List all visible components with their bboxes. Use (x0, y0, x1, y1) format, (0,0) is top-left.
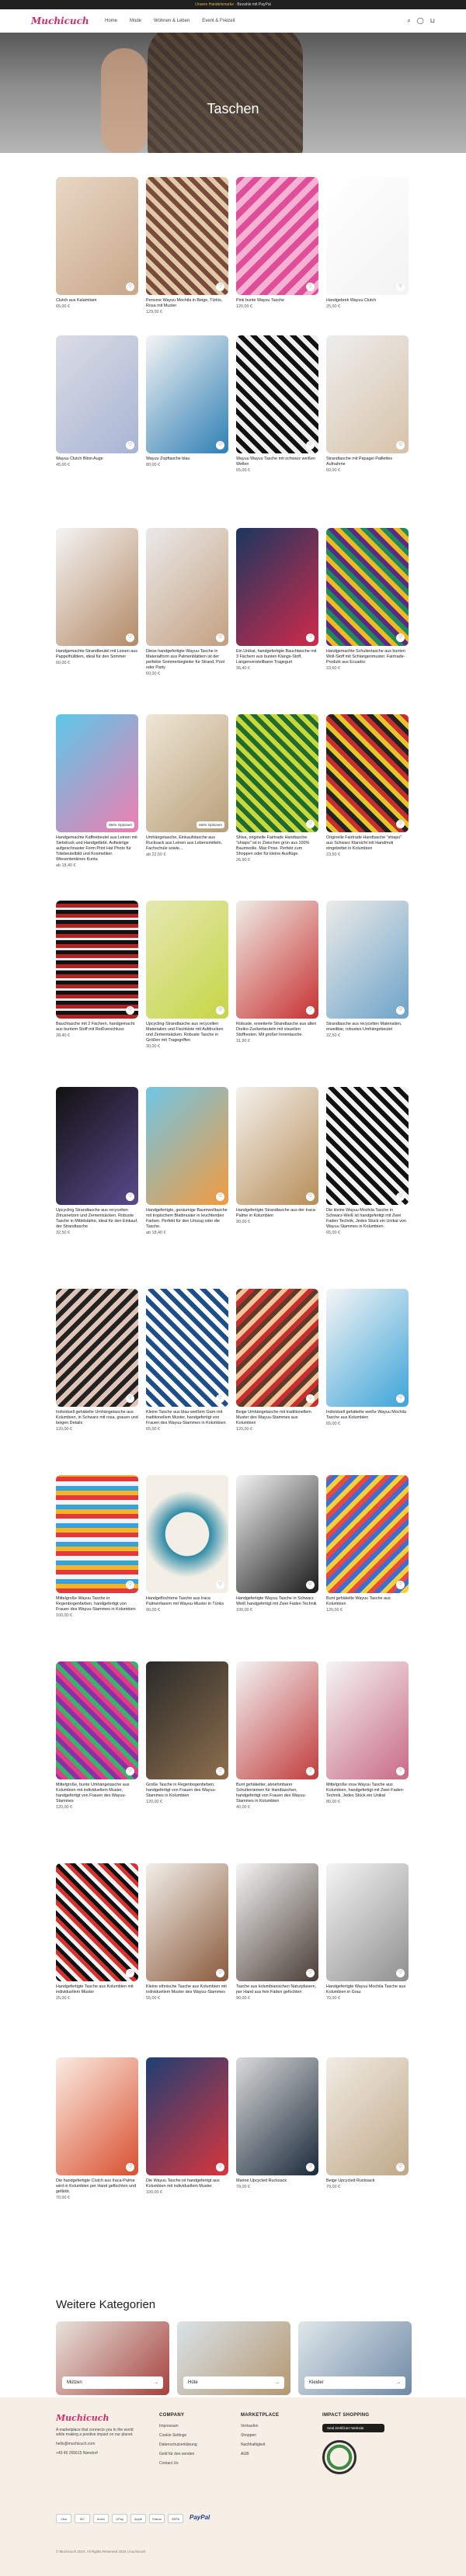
product-card[interactable] (146, 1087, 228, 1235)
product-price: 55,00 € (146, 1996, 160, 2001)
product-price: 79,00 € (326, 2185, 340, 2189)
wishlist-icon[interactable]: ♡ (216, 441, 224, 450)
wishlist-icon[interactable]: ♡ (396, 1767, 405, 1776)
product-name[interactable]: Diese handgefertigte Wayuu-Tasche in Materialform aus Palmenblättern ist der perfekte Sommerbegleiter für Strand, Pool oder Party (146, 649, 224, 670)
wishlist-icon[interactable]: ♡ (306, 441, 315, 450)
arrow-right-icon: → (275, 2380, 280, 2385)
product-price: 65,00 € (236, 468, 250, 473)
product-card[interactable] (236, 1661, 318, 1810)
product-image[interactable] (56, 901, 138, 1019)
product-card[interactable] (326, 901, 409, 1049)
mastercard-icon: MC (75, 2514, 90, 2523)
nav-home[interactable]: Home (105, 19, 118, 23)
footer-link[interactable]: Verkaufen (241, 2424, 259, 2428)
wishlist-icon[interactable]: ♡ (126, 1394, 134, 1403)
announcement-text: Bezahle mit PayPal (237, 2, 271, 7)
page-title: Taschen (207, 101, 259, 116)
product-name[interactable]: Kleine ethnische Tasche aus Kolumbien mit individuellem Muster des Wayuu-Stammes (146, 1984, 227, 1994)
paypal-icon: PayPal (190, 2514, 210, 2521)
product-name[interactable]: Robuste, erweiterte Strandtasche aus alten Dreiko-Zuckerbeuteln mit visuellen Stoffresten. Mit großer Innentasche. (236, 1022, 317, 1037)
product-name[interactable]: Die kleine Wayuu Mochila Tasche in Schwarz-Weiß ist handgefertigt mit Zwei Faden Technik, Jedes Stück ein Unikat von Wayuu Stammes in Kolumbien. (326, 1208, 406, 1229)
product-name[interactable]: Bunt gehäkelter, abnehmbarer Schulterriemen für Handtaschen, handgefertigt von Frauen des Wayuu-Stammes in Kolumbien (236, 1783, 307, 1804)
hero-bag-image (148, 33, 303, 153)
footer-market-heading: MARKETPLACE (241, 2413, 280, 2418)
product-image[interactable] (56, 528, 138, 646)
wishlist-icon[interactable]: ♡ (126, 634, 134, 642)
product-card[interactable] (326, 714, 409, 868)
product-image[interactable] (146, 714, 228, 832)
product-card[interactable] (236, 528, 318, 676)
product-name[interactable]: Mittelgroße, bunte Umhängetasche aus Kolumbien mit individuellem Muster, handgefertigt von Frauen des Wayuu-Stammes (56, 1783, 130, 1804)
footer-phone[interactable]: +49 40 265615 Niendorf (56, 2451, 98, 2456)
product-card[interactable] (146, 2057, 228, 2200)
product-card[interactable] (56, 177, 138, 314)
product-card[interactable] (146, 714, 228, 868)
product-card[interactable] (146, 1863, 228, 2001)
product-price: 60,00 € (146, 672, 160, 676)
cart-icon[interactable]: ⊔ (429, 17, 435, 24)
product-name[interactable]: Bauchtasche mit 2 Fächern, handgemacht aus buntem Stoff mit Reißverschluss (56, 1022, 135, 1032)
product-price: 100,00 € (146, 2190, 162, 2195)
product-price: 32,50 € (326, 1033, 340, 1038)
product-image[interactable] (236, 1289, 318, 1407)
footer-email[interactable]: hello@muchicuch.com (56, 2442, 96, 2446)
account-icon[interactable]: ◯ (416, 17, 424, 24)
product-price: 45,00 € (56, 463, 70, 467)
wishlist-icon[interactable]: ♡ (306, 1193, 315, 1201)
product-price: 31,90 € (236, 1039, 250, 1043)
product-name[interactable]: Wayuu Clutch Blinn Auge (56, 457, 103, 461)
copyright: © Muchicuch 2024. All Rights Reserved 2023 | muchicuch (56, 2550, 146, 2553)
wishlist-icon[interactable]: ♡ (216, 1394, 224, 1403)
product-card[interactable] (146, 1475, 228, 1618)
product-row (56, 714, 413, 868)
product-card[interactable] (56, 1863, 138, 2001)
product-image[interactable] (146, 1475, 228, 1593)
more-options-badge[interactable]: Mehr Optionen (106, 821, 134, 828)
product-card[interactable] (146, 335, 228, 473)
wishlist-icon[interactable]: ♡ (216, 1193, 224, 1201)
product-row (56, 901, 413, 1049)
product-price: 25,00 € (326, 304, 340, 309)
product-name[interactable]: Individuell gehäkelte Umhängetasche aus Kolumbien, in Schwarz mit rosa, grauen und beigen Details (56, 1410, 138, 1425)
wishlist-icon[interactable]: ♡ (306, 1394, 315, 1403)
product-price: 90,00 € (146, 1608, 160, 1613)
product-price: 60,00 € (326, 468, 340, 473)
product-image[interactable] (236, 714, 318, 832)
announcement-highlight: Unsere Handelsmarke (195, 2, 234, 7)
product-name[interactable]: Tasche aus kolumbianischen Naturpfasern, per Hand aus fein Fäden gefochten (236, 1984, 317, 1994)
product-card[interactable] (326, 177, 409, 314)
wishlist-icon[interactable]: ♡ (306, 820, 315, 828)
footer-link[interactable]: AGB (241, 2452, 249, 2456)
product-price: 65,00 € (326, 1422, 340, 1426)
main-nav (105, 19, 407, 23)
footer-about: A marketplace that connects you to the world while making a positive impact on our planet. (56, 2428, 134, 2437)
product-name[interactable]: Handgeflochtene Tasche aus Iraca Palmenfasern mit Wayuu-Muster in Türkis (146, 1596, 224, 1606)
wishlist-icon[interactable]: ♡ (126, 1581, 134, 1589)
site-footer (0, 2397, 466, 2576)
wishlist-icon[interactable]: ♡ (396, 1581, 405, 1589)
product-image[interactable] (326, 177, 409, 295)
product-card[interactable] (56, 1475, 138, 1618)
arrow-right-icon: → (396, 2380, 401, 2385)
wishlist-icon[interactable]: ♡ (396, 2163, 405, 2172)
product-name[interactable]: Ein Unikat, handgefertigte Bauchtasche mit 3 Fächern aus bunten Klangs-Stoff, Längenverstellbarer Tragegurt (236, 649, 317, 665)
product-card[interactable] (326, 528, 409, 676)
product-card[interactable] (326, 1087, 409, 1235)
product-price: 79,00 € (236, 2185, 250, 2189)
product-price: 28,40 € (56, 1033, 70, 1038)
wishlist-icon[interactable]: ♡ (396, 634, 405, 642)
product-card[interactable] (56, 1087, 138, 1235)
category-label: Mützen (67, 2380, 82, 2385)
nav-wohnen[interactable]: Wohnen & Leben (154, 19, 190, 23)
wishlist-icon[interactable]: ♡ (396, 1193, 405, 1201)
wishlist-icon[interactable]: ♡ (126, 1767, 134, 1776)
product-image[interactable] (326, 528, 409, 646)
wishlist-icon[interactable]: ♡ (396, 283, 405, 291)
product-name[interactable]: Handgefertigte Wayuu Mochila Tasche aus Kolumbien in Grau (326, 1984, 406, 1994)
product-image[interactable] (146, 901, 228, 1019)
product-name[interactable]: Strandtasche mit Papagei Paillettes Aufnahme (326, 457, 393, 467)
product-price: 120,00 € (236, 1427, 252, 1432)
product-name[interactable]: Shiva, originelle Fairtrade Handtasche "shiapo" ist in Zwischen grün aus 100% Baumwolle. Max Prise. Perfekt zum Shoppen oder für kleine Ausflüge. (236, 835, 310, 856)
wishlist-icon[interactable]: ♡ (306, 1006, 315, 1015)
product-row (56, 1661, 413, 1810)
product-name[interactable]: Upcycling Strandtasche aus recycelten Zitrusnetzen und Zementsäcken. Robuste Tasche in Mittelstärke, ideal für den Einkauf, der Strandtasche (56, 1208, 138, 1229)
footer-link[interactable]: Contact Us (159, 2461, 179, 2466)
wishlist-icon[interactable]: ♡ (216, 1767, 224, 1776)
arrow-right-icon: → (154, 2380, 158, 2385)
wishlist-icon[interactable]: ♡ (216, 283, 224, 291)
product-image[interactable] (326, 1087, 409, 1205)
product-card[interactable] (146, 528, 228, 676)
product-card[interactable] (236, 335, 318, 473)
product-image[interactable] (236, 1661, 318, 1779)
product-image[interactable] (146, 1661, 228, 1779)
product-card[interactable] (326, 2057, 409, 2200)
product-image[interactable] (56, 177, 138, 295)
product-name[interactable]: Wayuu Zopftasche blau (146, 457, 190, 461)
product-price: 65,00 € (326, 1231, 340, 1235)
product-price: 65,00 € (56, 304, 70, 309)
product-image[interactable] (146, 177, 228, 295)
product-image[interactable] (56, 2057, 138, 2175)
announcement-bar: Unsere Handelsmarke · Bezahle mit PayPal (0, 0, 466, 9)
product-card[interactable] (146, 901, 228, 1049)
product-card[interactable] (236, 1087, 318, 1235)
applepay-icon: Apple (130, 2514, 146, 2523)
product-price: ab 22,50 € (146, 852, 166, 857)
wishlist-icon[interactable]: ♡ (126, 1193, 134, 1201)
product-image[interactable] (236, 528, 318, 646)
product-price: 100,00 € (56, 1613, 72, 1618)
wishlist-icon[interactable]: ♡ (396, 1006, 405, 1015)
product-price: 70,00 € (326, 1996, 340, 2001)
footer-link[interactable]: Impressum (159, 2424, 179, 2428)
product-name[interactable]: Die handgefertigte Clutch aus Iraca-Palme wird in Kolumbien per Hand geflochten und gefärbt. (56, 2178, 137, 2194)
hero-banner (0, 33, 466, 153)
product-card[interactable] (56, 1661, 138, 1810)
product-price: 33,60 € (326, 666, 340, 671)
product-name[interactable]: Persone Wayuu Mochila in Beige, Türkis, Rosa mit Muster (146, 298, 223, 308)
wishlist-icon[interactable]: ♡ (396, 441, 405, 450)
product-price: 100,00 € (236, 1608, 252, 1613)
product-name[interactable]: Upcycling-Strandtasche aus recycelten Materialien und Fischkiste mit Aufdrucken und Zementsäcken. Robuste Tasche in Größen mit Tragegriffen (146, 1022, 224, 1043)
product-image[interactable] (56, 335, 138, 453)
category-label: Kleider (309, 2380, 324, 2385)
product-card[interactable] (56, 1289, 138, 1432)
product-price: ab 18,40 € (56, 863, 76, 868)
product-image[interactable] (56, 1863, 138, 1981)
product-price: 129,00 € (146, 310, 162, 314)
product-image[interactable] (326, 1863, 409, 1981)
product-name[interactable]: Mittelgroße rosa Wayuu Tasche aus Kolumbien, handgefertigt mit Zwei-Faden-Technik, Jedes Stück ein Unikat (326, 1783, 405, 1798)
product-row (56, 335, 413, 473)
wishlist-icon[interactable]: ♡ (126, 441, 134, 450)
product-name[interactable]: Die Wayuu Tasche ist handgefertigt aus Kolumbien mit individuellem Muster. (146, 2178, 220, 2189)
footer-link[interactable]: Datenschutzerklärung (159, 2442, 197, 2447)
wishlist-icon[interactable]: ♡ (306, 634, 315, 642)
wishlist-icon[interactable]: ♡ (216, 1969, 224, 1977)
product-card[interactable] (236, 1475, 318, 1618)
product-name[interactable]: Bunt gehäkelte Wayuu Tasche aus Kolumbien (326, 1596, 391, 1606)
wishlist-icon[interactable]: ♡ (396, 1394, 405, 1403)
product-card[interactable] (326, 1661, 409, 1810)
wishlist-icon[interactable]: ♡ (126, 1969, 134, 1977)
product-name[interactable]: Handgemachte Strandbeutel mit Leisen aus Pappelhülldem, ideal für den Sommer (56, 649, 137, 659)
product-card[interactable] (236, 177, 318, 314)
product-name[interactable]: Handgefertigte Wayuu Tasche in Schwarz Weiß handgefertigt mit Zwei Faden Technik (236, 1596, 317, 1606)
site-header (0, 9, 466, 33)
product-price: 32,50 € (56, 1231, 70, 1235)
wishlist-icon[interactable]: ♡ (216, 1006, 224, 1015)
product-image[interactable] (146, 528, 228, 646)
product-image[interactable] (236, 335, 318, 453)
category-card-huete[interactable] (177, 2321, 290, 2395)
seal-icon (322, 2440, 356, 2474)
product-card[interactable] (236, 1289, 318, 1432)
product-card[interactable] (236, 2057, 318, 2200)
product-image[interactable] (326, 1475, 409, 1593)
product-image[interactable] (326, 2057, 409, 2175)
product-price: ab 18,40 € (146, 1231, 166, 1235)
product-name[interactable]: Handgemachte Kaffeebeutel aus Leinen mit Siebdruck und Handgefärbt. Aufwärtige aufgeschnaster Form Print Hat Photo für Totebeutelbild und Kosmetiker. Wiesentenkines Kunta (56, 835, 137, 862)
product-name[interactable]: Große Tasche in Regenbogenfarben, handgefertigt von Frauen des Wayuu-Stammes in Kolumbien (146, 1783, 217, 1798)
product-image[interactable] (236, 1863, 318, 1981)
product-price: 26,90 € (236, 858, 250, 863)
product-card[interactable] (236, 901, 318, 1049)
footer-company-heading: COMPANY (159, 2413, 185, 2418)
product-price: 80,00 € (326, 1800, 340, 1804)
more-categories-title: Weitere Kategorien (56, 2298, 156, 2311)
wishlist-icon[interactable]: ♡ (396, 1969, 405, 1977)
nav-mode[interactable]: Mode (130, 19, 142, 23)
product-card[interactable] (236, 1863, 318, 2001)
wishlist-icon[interactable]: ♡ (126, 2163, 134, 2172)
nav-event[interactable]: Event & Freizeit (202, 19, 235, 23)
klarna-icon: Klarna (149, 2514, 165, 2523)
product-image[interactable] (326, 901, 409, 1019)
product-image[interactable] (236, 901, 318, 1019)
product-image[interactable] (326, 1661, 409, 1779)
wishlist-icon[interactable]: ♡ (126, 283, 134, 291)
product-price: 90,00 € (236, 1996, 250, 2001)
wishlist-icon[interactable]: ♡ (126, 1006, 134, 1015)
product-image[interactable] (236, 2057, 318, 2175)
product-price: 65,00 € (146, 1427, 160, 1432)
product-name[interactable]: Handgefertigte, geräumige Baumwolltasche mit tropischem Blattmuster in leuchtenden Farben. Perfekt für den Umzug oder die Tasche. (146, 1208, 228, 1229)
product-price: 90,00 € (236, 1220, 250, 1224)
wishlist-icon[interactable]: ♡ (216, 1581, 224, 1589)
product-card[interactable] (56, 714, 138, 868)
product-row (56, 528, 413, 676)
impact-badge[interactable]: Seal Zertifiziert Website (322, 2424, 384, 2432)
product-image[interactable] (146, 2057, 228, 2175)
product-price: 36,40 € (236, 666, 250, 671)
product-name[interactable]: Clutch aus Kalamitam (56, 298, 97, 303)
product-card[interactable] (56, 528, 138, 676)
category-label: Hüte (188, 2380, 198, 2385)
product-name[interactable]: Individuell gehäkelte weiße Wayuu Mochila Tasche aus Kolumbien (326, 1410, 406, 1420)
product-price: 120,00 € (146, 1800, 162, 1804)
product-image[interactable] (56, 1289, 138, 1407)
product-row (56, 177, 413, 314)
site-logo[interactable]: Muchicuch (31, 16, 89, 26)
product-name[interactable]: Handgefertigte Strandtasche aus der Iraca-Palme in Kolumbien (236, 1208, 317, 1218)
product-image[interactable] (236, 177, 318, 295)
search-icon[interactable]: ⌕ (407, 17, 411, 24)
product-row (56, 2057, 413, 2200)
product-name[interactable]: Marine Upcycled Rucksack (236, 2178, 287, 2183)
product-card[interactable] (146, 177, 228, 314)
product-price: 120,00 € (56, 1805, 72, 1810)
product-image[interactable] (146, 1087, 228, 1205)
category-card-muetzen[interactable] (56, 2321, 169, 2395)
product-image[interactable] (56, 1661, 138, 1779)
wishlist-icon[interactable]: ♡ (216, 634, 224, 642)
visa-icon: Visa (56, 2514, 71, 2523)
product-price: 120,00 € (236, 304, 252, 309)
product-card[interactable] (326, 335, 409, 473)
product-image[interactable] (326, 714, 409, 832)
product-price: 120,00 € (326, 1608, 343, 1613)
footer-link[interactable]: Cookie Settings (159, 2433, 187, 2438)
product-name[interactable]: Beige Umhängetasche mit traditionellem Muster des Wayuu-Stammes aus Kolumbien (236, 1410, 311, 1425)
product-image[interactable] (146, 1863, 228, 1981)
payment-methods (56, 2514, 210, 2523)
footer-link[interactable]: Geld für den senden (159, 2452, 195, 2456)
product-card[interactable] (236, 714, 318, 868)
product-card[interactable] (326, 1863, 409, 2001)
product-name[interactable]: Strandtasche aus recycelten Materialien, erweitbar, robustes Umhängebeutel (326, 1022, 402, 1032)
category-card-kleider[interactable] (298, 2321, 412, 2395)
product-name[interactable]: Handgemachte Schultertasche aus bunten Woll-Stoff mit Schlangenmuster. Fairtrade-Produkt aus Ecuador. (326, 649, 405, 665)
product-name[interactable]: Originelle Fairtrade Handtasche "shiapo" aus Schwarz Klarsicht mit Handmoti eingebettet in Kolumbien (326, 835, 402, 851)
product-row (56, 1475, 413, 1618)
wishlist-icon[interactable]: ♡ (306, 1581, 315, 1589)
product-image[interactable] (56, 714, 138, 832)
product-image[interactable] (236, 1475, 318, 1593)
product-card[interactable] (56, 901, 138, 1049)
wishlist-icon[interactable]: ♡ (216, 2163, 224, 2172)
product-name[interactable]: Handgebrek Wayuu Clutch (326, 298, 377, 303)
googlepay-icon: GPay (112, 2514, 127, 2523)
footer-logo[interactable]: Muchicuch (56, 2413, 110, 2423)
product-name[interactable]: Kleine Tasche aus blau-weißem Garn mit traditionellem Muster, handgefertigt von Frauen des Wayuu-Stammes in Kolumbien (146, 1410, 226, 1425)
more-options-badge[interactable]: Mehr Optionen (196, 821, 224, 828)
footer-link[interactable]: Shoppen (241, 2433, 257, 2438)
product-name[interactable]: Mittelgroße Wayuu Tasche in Regenbogenfarben, handgefertigt von Frauen des Wayuu-Stammes in Kolumbien (56, 1596, 136, 1612)
product-card[interactable] (326, 1289, 409, 1432)
product-image[interactable] (326, 1289, 409, 1407)
wishlist-icon[interactable]: ♡ (306, 1767, 315, 1776)
product-image[interactable] (146, 335, 228, 453)
product-name[interactable]: Beige Upcycled Rucksack (326, 2178, 375, 2183)
footer-link[interactable]: Nachhaltigkeit (241, 2442, 266, 2447)
product-row (56, 1289, 413, 1432)
product-name[interactable]: Wayuu Wayuu Tasche mit schwarz weißen Wellen (236, 457, 315, 467)
product-row (56, 1087, 413, 1235)
category-row (56, 2321, 412, 2395)
wishlist-icon[interactable]: ♡ (306, 2163, 315, 2172)
product-price: 40,00 € (236, 1805, 250, 1810)
product-card[interactable] (146, 1661, 228, 1810)
product-card[interactable] (326, 1475, 409, 1618)
product-price: 23,50 € (326, 852, 340, 857)
product-price: 120,00 € (56, 1427, 72, 1432)
product-image[interactable] (56, 1087, 138, 1205)
product-price: 30,00 € (146, 1044, 160, 1049)
product-card[interactable] (56, 2057, 138, 2200)
amex-icon: Amex (93, 2514, 109, 2523)
footer-impact-heading: IMPACT SHOPPING (322, 2413, 370, 2418)
product-name[interactable]: Pink bunte Wayuu Tasche (236, 298, 285, 303)
product-image[interactable] (56, 1475, 138, 1593)
product-price: 60,00 € (56, 661, 70, 665)
wishlist-icon[interactable]: ♡ (306, 283, 315, 291)
product-image[interactable] (326, 335, 409, 453)
product-image[interactable] (146, 1289, 228, 1407)
product-card[interactable] (56, 335, 138, 473)
product-price: 70,00 € (56, 2196, 70, 2200)
product-row (56, 1863, 413, 2001)
product-card[interactable] (146, 1289, 228, 1432)
wishlist-icon[interactable]: ♡ (396, 820, 405, 828)
product-name[interactable]: Handgefertigte Tasche aus Kolumbien mit individuellem Muster (56, 1984, 134, 1994)
product-name[interactable]: Umhängetasche, Einkaufstasche aus Rucksack aus Leinen aus Lebensmitteln, Fachschule sowie... (146, 835, 222, 851)
product-image[interactable] (236, 1087, 318, 1205)
product-price: 25,00 € (56, 1996, 70, 2001)
wishlist-icon[interactable]: ♡ (306, 1969, 315, 1977)
product-price: 80,00 € (146, 463, 160, 467)
sepa-icon: SEPA (168, 2514, 183, 2523)
